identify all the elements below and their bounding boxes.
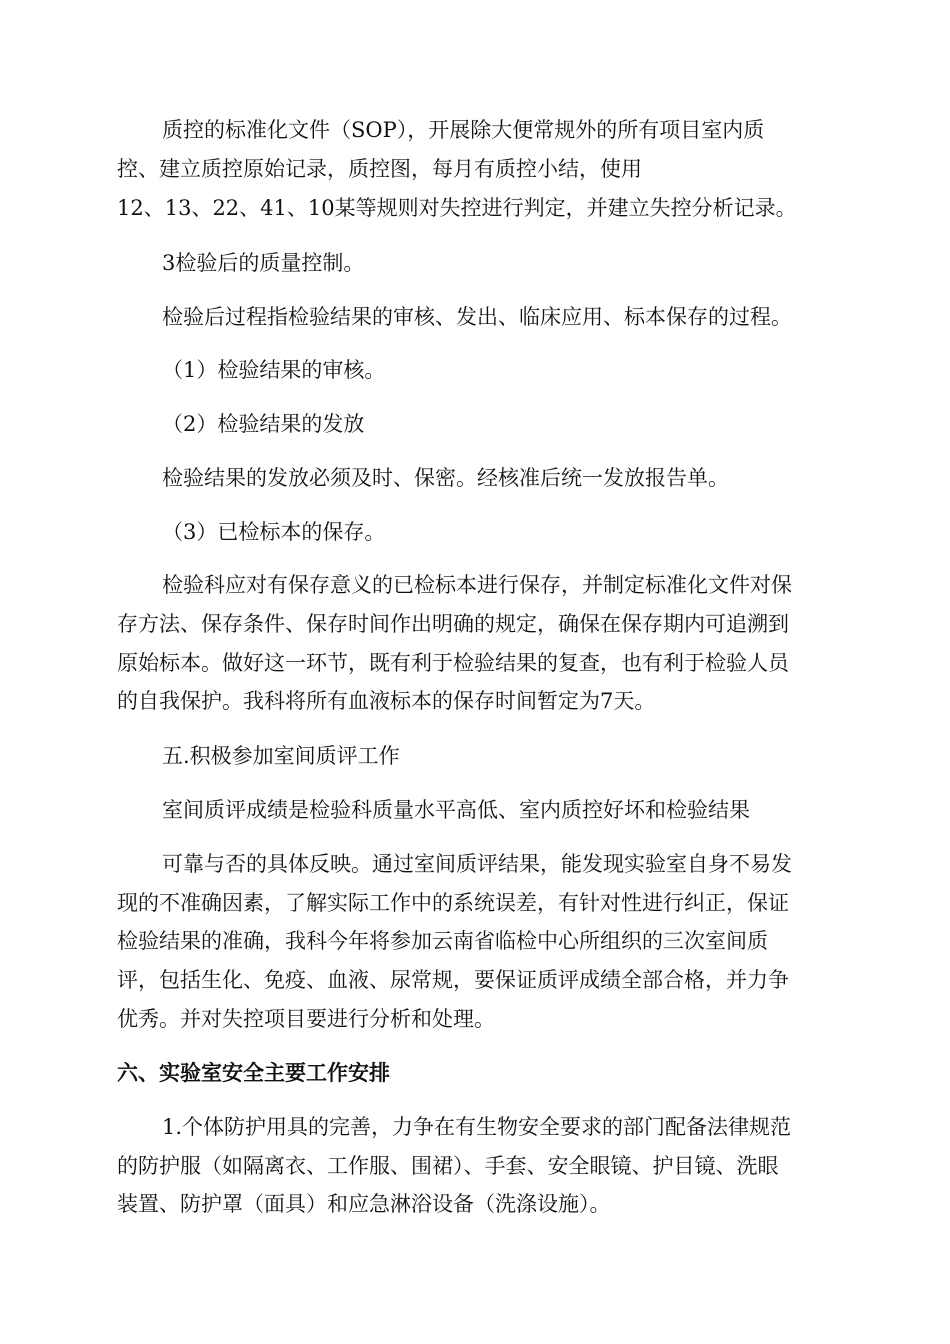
paragraph-6-line-2: 现的不准确因素，了解实际工作中的系统误差，有针对性进行纠正，保证: [117, 891, 789, 915]
paragraph-6-line-1: 可靠与否的具体反映。通过室间质评结果，能发现实验室自身不易发: [162, 852, 792, 876]
paragraph-4-line-2: 存方法、保存条件、保存时间作出明确的规定，确保在保存期内可追溯到: [117, 612, 789, 636]
paragraph-5: 室间质评成绩是检验科质量水平高低、室内质控好坏和检验结果: [162, 798, 750, 822]
list-item-2: （2）检验结果的发放: [162, 412, 365, 436]
paragraph-1-line-1: 质控的标准化文件（SOP），开展除大便常规外的所有项目室内质: [162, 118, 765, 142]
paragraph-7-line-3: 装置、防护罩（面具）和应急淋浴设备（洗涤设施）。: [117, 1192, 611, 1216]
section-heading-5: 五.积极参加室间质评工作: [162, 744, 400, 768]
paragraph-4-line-1: 检验科应对有保存意义的已检标本进行保存，并制定标准化文件对保: [162, 573, 792, 597]
paragraph-3: 检验结果的发放必须及时、保密。经核准后统一发放报告单。: [162, 466, 729, 490]
paragraph-4-line-4: 的自我保护。我科将所有血液标本的保存时间暂定为7天。: [117, 689, 656, 713]
paragraph-7-line-2: 的防护服（如隔离衣、工作服、围裙）、手套、安全眼镜、护目镜、洗眼: [117, 1154, 779, 1178]
paragraph-6-line-3: 检验结果的准确，我科今年将参加云南省临检中心所组织的三次室间质: [117, 929, 768, 953]
list-item-1: （1）检验结果的审核。: [162, 358, 386, 382]
paragraph-6-line-5: 优秀。并对失控项目要进行分析和处理。: [117, 1007, 495, 1031]
list-item-3: （3）已检标本的保存。: [162, 520, 386, 544]
paragraph-1-line-2: 控、建立质控原始记录，质控图，每月有质控小结，使用: [117, 157, 642, 181]
section-heading-6: 六、实验室安全主要工作安排: [117, 1061, 390, 1085]
paragraph-2: 检验后过程指检验结果的审核、发出、临床应用、标本保存的过程。: [162, 305, 792, 329]
paragraph-6-line-4: 评，包括生化、免疫、血液、尿常规，要保证质评成绩全部合格，并力争: [117, 968, 789, 992]
paragraph-1-line-3: 12、13、22、41、10某等规则对失控进行判定，并建立失控分析记录。: [117, 196, 797, 220]
section-heading-3: 3检验后的质量控制。: [162, 251, 365, 275]
paragraph-4-line-3: 原始标本。做好这一环节，既有利于检验结果的复查，也有利于检验人员: [117, 651, 789, 675]
paragraph-7-line-1: 1.个体防护用具的完善，力争在有生物安全要求的部门配备法律规范: [162, 1115, 792, 1139]
